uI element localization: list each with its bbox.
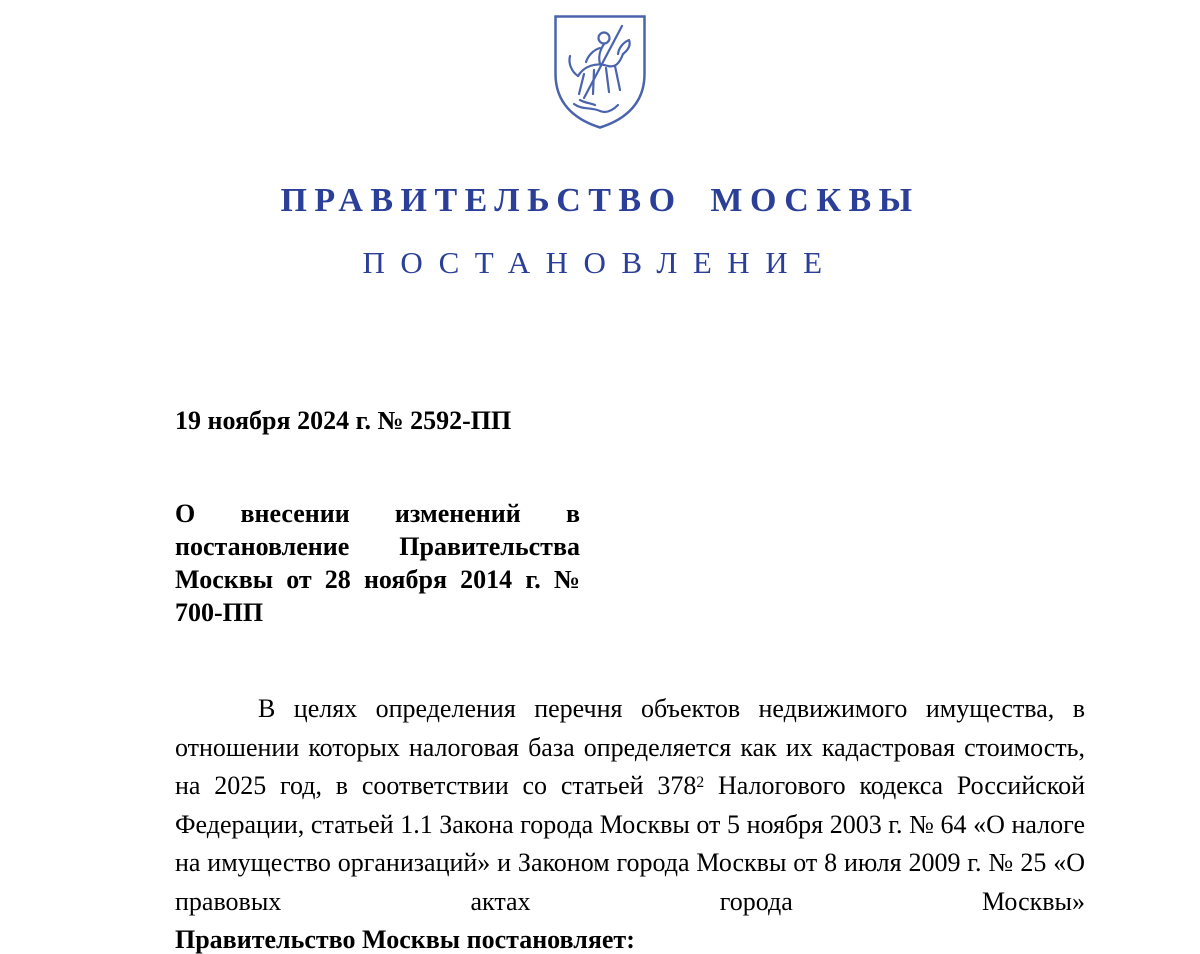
statute-superscript: 2 — [696, 773, 705, 791]
coat-of-arms-icon — [550, 12, 650, 132]
moscow-coat-of-arms — [550, 12, 650, 132]
org-name-heading: ПРАВИТЕЛЬСТВО МОСКВЫ — [280, 182, 920, 219]
resolution-phrase: Правительство Москвы постановляет: — [175, 925, 635, 954]
date-number-line: 19 ноября 2024 г. № 2592-ПП — [175, 406, 512, 435]
body-intro-text: В целях определения перечня объектов недвижимого имущества, в отношении которых налоговая база определяется как их кадастровая стоимость, на 2025 год, в соответствии со статьей 378 — [175, 694, 1085, 800]
body-continuation-text: Налогового кодекса Российской Федерации, статьей 1.1 Закона города Москвы от 5 ноября 2003 г. № 64 «О налоге на имущество организаций» и Законом города Москвы от 8 июля 2009 г. № 25 «О правовых актах города Москвы» — [175, 771, 1085, 916]
body-block — [175, 690, 1085, 954]
doc-type-heading: ПОСТАНОВЛЕНИЕ — [362, 245, 838, 280]
subject-block: О внесении изменений в постановление Правительства Москвы от 28 ноября 2014 г. № 700-ПП — [175, 499, 580, 627]
body-paragraph — [175, 690, 1085, 921]
